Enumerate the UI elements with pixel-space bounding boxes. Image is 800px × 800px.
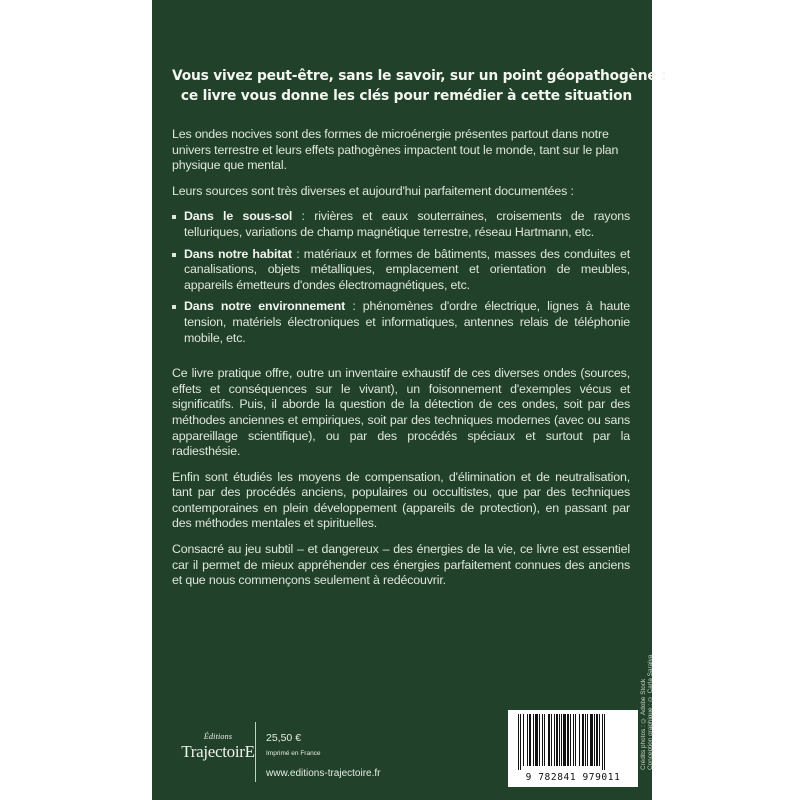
barcode-bar [596,714,598,766]
barcode-bar [570,714,571,766]
paragraph-inventory: Ce livre pratique offre, outre un inventaire exhaustif de ces diverses ondes (sources, effets et conséquences sur le vivant), un foisonnement d'exemples vécus et significatifs. Puis, il aborde la question de la détection de ces ondes, soit par des méthodes anciennes et empiriques, soit par des techniques modernes (avec ou sans appareillage scientifique), ou par des procédés spéciaux et surtout par la radiesthésie. [172,366,630,459]
publisher-editions: Éditions [203,732,233,741]
source-item-environment [172,299,630,346]
barcode-bar [539,714,540,766]
publisher-url: www.editions-trajectoire.fr [266,768,381,779]
price: 25,50 € [266,732,302,744]
barcode-bar [594,714,595,766]
source-label: Dans le sous-sol [184,209,293,224]
photo-credit: Crédits photos : © Adobe Stock [640,678,647,770]
printed-in: Imprimé en France [266,750,321,757]
publisher-brand: TrajectoirE [181,742,255,761]
headline-line-2: ce livre vous donne les clés pour remédier à cette situation [180,88,632,104]
barcode-bar [563,714,566,766]
intro-paragraph: Les ondes nocives sont des formes de microénergie présentes partout dans notre univers terrestre et leurs effets pathogènes impactent tout le monde, tant sur le plan physique que mental. [172,127,619,173]
source-label: Dans notre environnement [184,299,346,314]
barcode-bar [567,714,569,766]
source-text: : phénomènes d'ordre électrique, lignes à haute tension, matériels électroniques et informatiques, antennes relais de téléphonie mobile, etc. [184,299,630,345]
barcode-bar [585,714,586,766]
barcode-bar [527,714,528,766]
barcode-bar [520,714,521,770]
source-text: : matériaux et formes de bâtiments, masses des conduites et canalisations, objets métalliques, emplacement et orientation de meubles, appareils émetteurs d'ondes électromagnétiques, etc. [184,246,630,292]
barcode-bar [548,714,550,766]
isbn-number: 9 782841 979011 [525,772,621,783]
design-credit: Conception graphique : © Carla Saraiva [647,654,654,770]
barcode-bar [542,714,543,766]
headline-line-1: Vous vivez peut-être, sans le savoir, sur un point géopathogène : [172,68,667,84]
barcode-bar [529,714,531,766]
barcode-bar [523,714,524,766]
publisher-info [266,732,380,779]
barcode-bar [587,714,588,766]
source-item-habitat [172,247,630,294]
barcode-bar [535,714,538,766]
barcode-bar [604,714,605,770]
barcode-bar [556,714,558,766]
barcode-bars [518,714,628,770]
blurb [172,127,630,599]
barcode-bar [602,714,603,770]
barcode-bar [561,714,562,766]
barcode-bar [575,714,576,766]
divider [255,722,256,782]
barcode-bar [533,714,534,766]
source-label: Dans notre habitat [184,246,292,261]
barcode-bar [582,714,584,766]
publisher-logo [172,730,264,780]
barcode-bar [518,714,519,770]
image-credits [640,640,652,770]
barcode-bar [554,714,555,766]
sources-list [172,209,630,346]
sources-lead: Leurs sources sont très diverses et aujourd'hui parfaitement documentées : [172,183,574,198]
barcode-bar [573,714,574,766]
paragraph-conclusion: Consacré au jeu subtil – et dangereux – des énergies de la vie, ce livre est essentiel car il permet de mieux appréhender ces énergies parfaitement connues des anciens et que nous commençons seulement à redécouvrir. [172,542,630,588]
barcode-bar [579,714,580,766]
back-cover [152,0,667,800]
barcode-bar [551,714,552,766]
paragraph-compensation: Enfin sont étudiés les moyens de compensation, d'élimination et de neutralisation, tant par des procédés anciens, populaires ou occultistes, que par des techniques contemporaines en plein développement (appareils de protection), en passant par des méthodes mentales et spirituelles. [172,469,630,531]
source-text: : rivières et eaux souterraines, croisements de rayons telluriques, variations de champ magnétique terrestre, réseau Hartmann, etc. [184,209,630,239]
source-item-subsoil [172,209,630,240]
barcode-bar [544,714,545,766]
headline [172,66,667,106]
barcode-bar [559,714,560,766]
barcode-bar [590,714,593,766]
barcode-bar [599,714,600,766]
barcode [508,710,638,787]
